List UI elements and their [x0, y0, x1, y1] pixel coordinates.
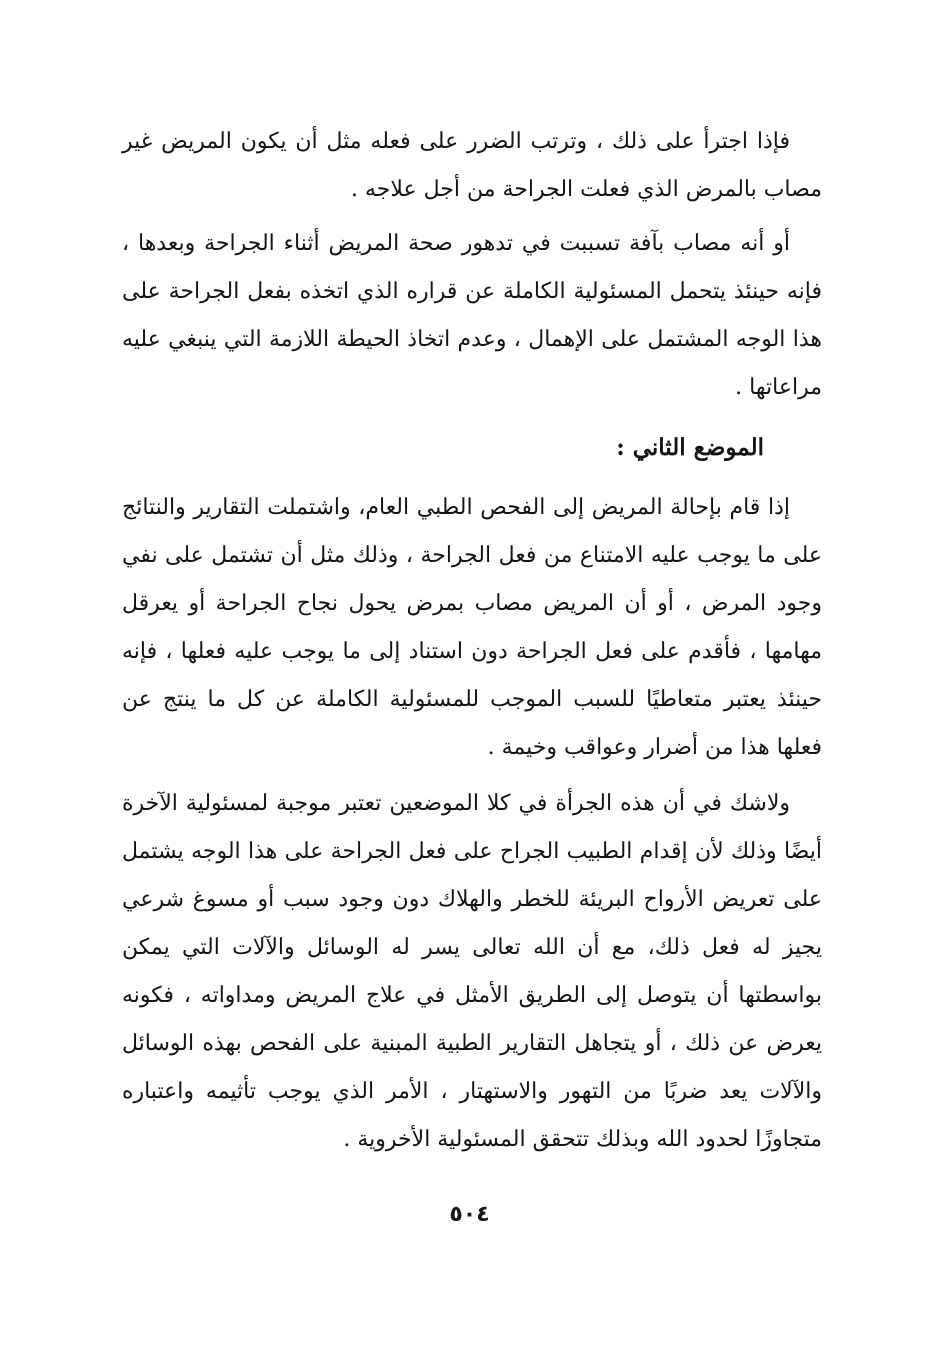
page-number: ٥٠٤: [449, 1202, 490, 1227]
page-body: [122, 118, 822, 1164]
paragraph-4: [122, 780, 822, 1164]
paragraph-1: [122, 118, 822, 214]
section-heading: الموضع الثاني :: [616, 434, 764, 461]
paragraph-2: [122, 220, 822, 412]
paragraph-3-text: إذا قام بإحالة المريض إلى الفحص الطبي العام، واشتملت التقارير والنتائج على ما يوجب عليه الامتناع من فعل الجراحة ، وذلك مثل أن تشتمل على نفي وجود المرض ، أو أن المريض مصاب بمرض يحول نجاح الجراحة أو يعرقل مهامها ، فأقدم على فعل الجراحة دون استناد إلى ما يوجب عليه فعلها ، فإنه حينئذ يعتبر متعاطيًا للسبب الموجب للمسئولية الكاملة عن كل ما ينتج عن فعلها هذا من أضرار وعواقب وخيمة .: [122, 495, 822, 760]
paragraph-1-text: فإذا اجترأ على ذلك ، وترتب الضرر على فعله مثل أن يكون المريض غير مصاب بالمرض الذي فعلت الجراحة من أجل علاجه .: [122, 129, 822, 202]
paragraph-4-text: ولاشك في أن هذه الجرأة في كلا الموضعين تعتبر موجبة لمسئولية الآخرة أيضًا وذلك لأن إقدام الطبيب الجراح على فعل الجراحة على هذا الوجه يشتمل على تعريض الأرواح البريئة للخطر والهلاك دون وجود سبب أو مسوغ شرعي يجيز له فعل ذلك، مع أن الله تعالى يسر له الوسائل والآلات التي يمكن بواسطتها أن يتوصل إلى الطريق الأمثل في علاج المريض ومداواته ، فكونه يعرض عن ذلك ، أو يتجاهل التقارير الطبية المبنية على الفحص بهذه الوسائل والآلات يعد ضربًا من التهور والاستهتار ، الأمر الذي يوجب تأثيمه واعتباره متجاوزًا لحدود الله وبذلك تتحقق المسئولية الأخروية .: [122, 791, 822, 1152]
paragraph-3: [122, 484, 822, 772]
paragraph-2-text: أو أنه مصاب بآفة تسببت في تدهور صحة المريض أثناء الجراحة وبعدها ، فإنه حينئذ يتحمل المسئولية الكاملة عن قراره الذي اتخذه بفعل الجراحة على هذا الوجه المشتمل على الإهمال ، وعدم اتخاذ الحيطة اللازمة التي ينبغي عليه مراعاتها .: [122, 231, 822, 400]
